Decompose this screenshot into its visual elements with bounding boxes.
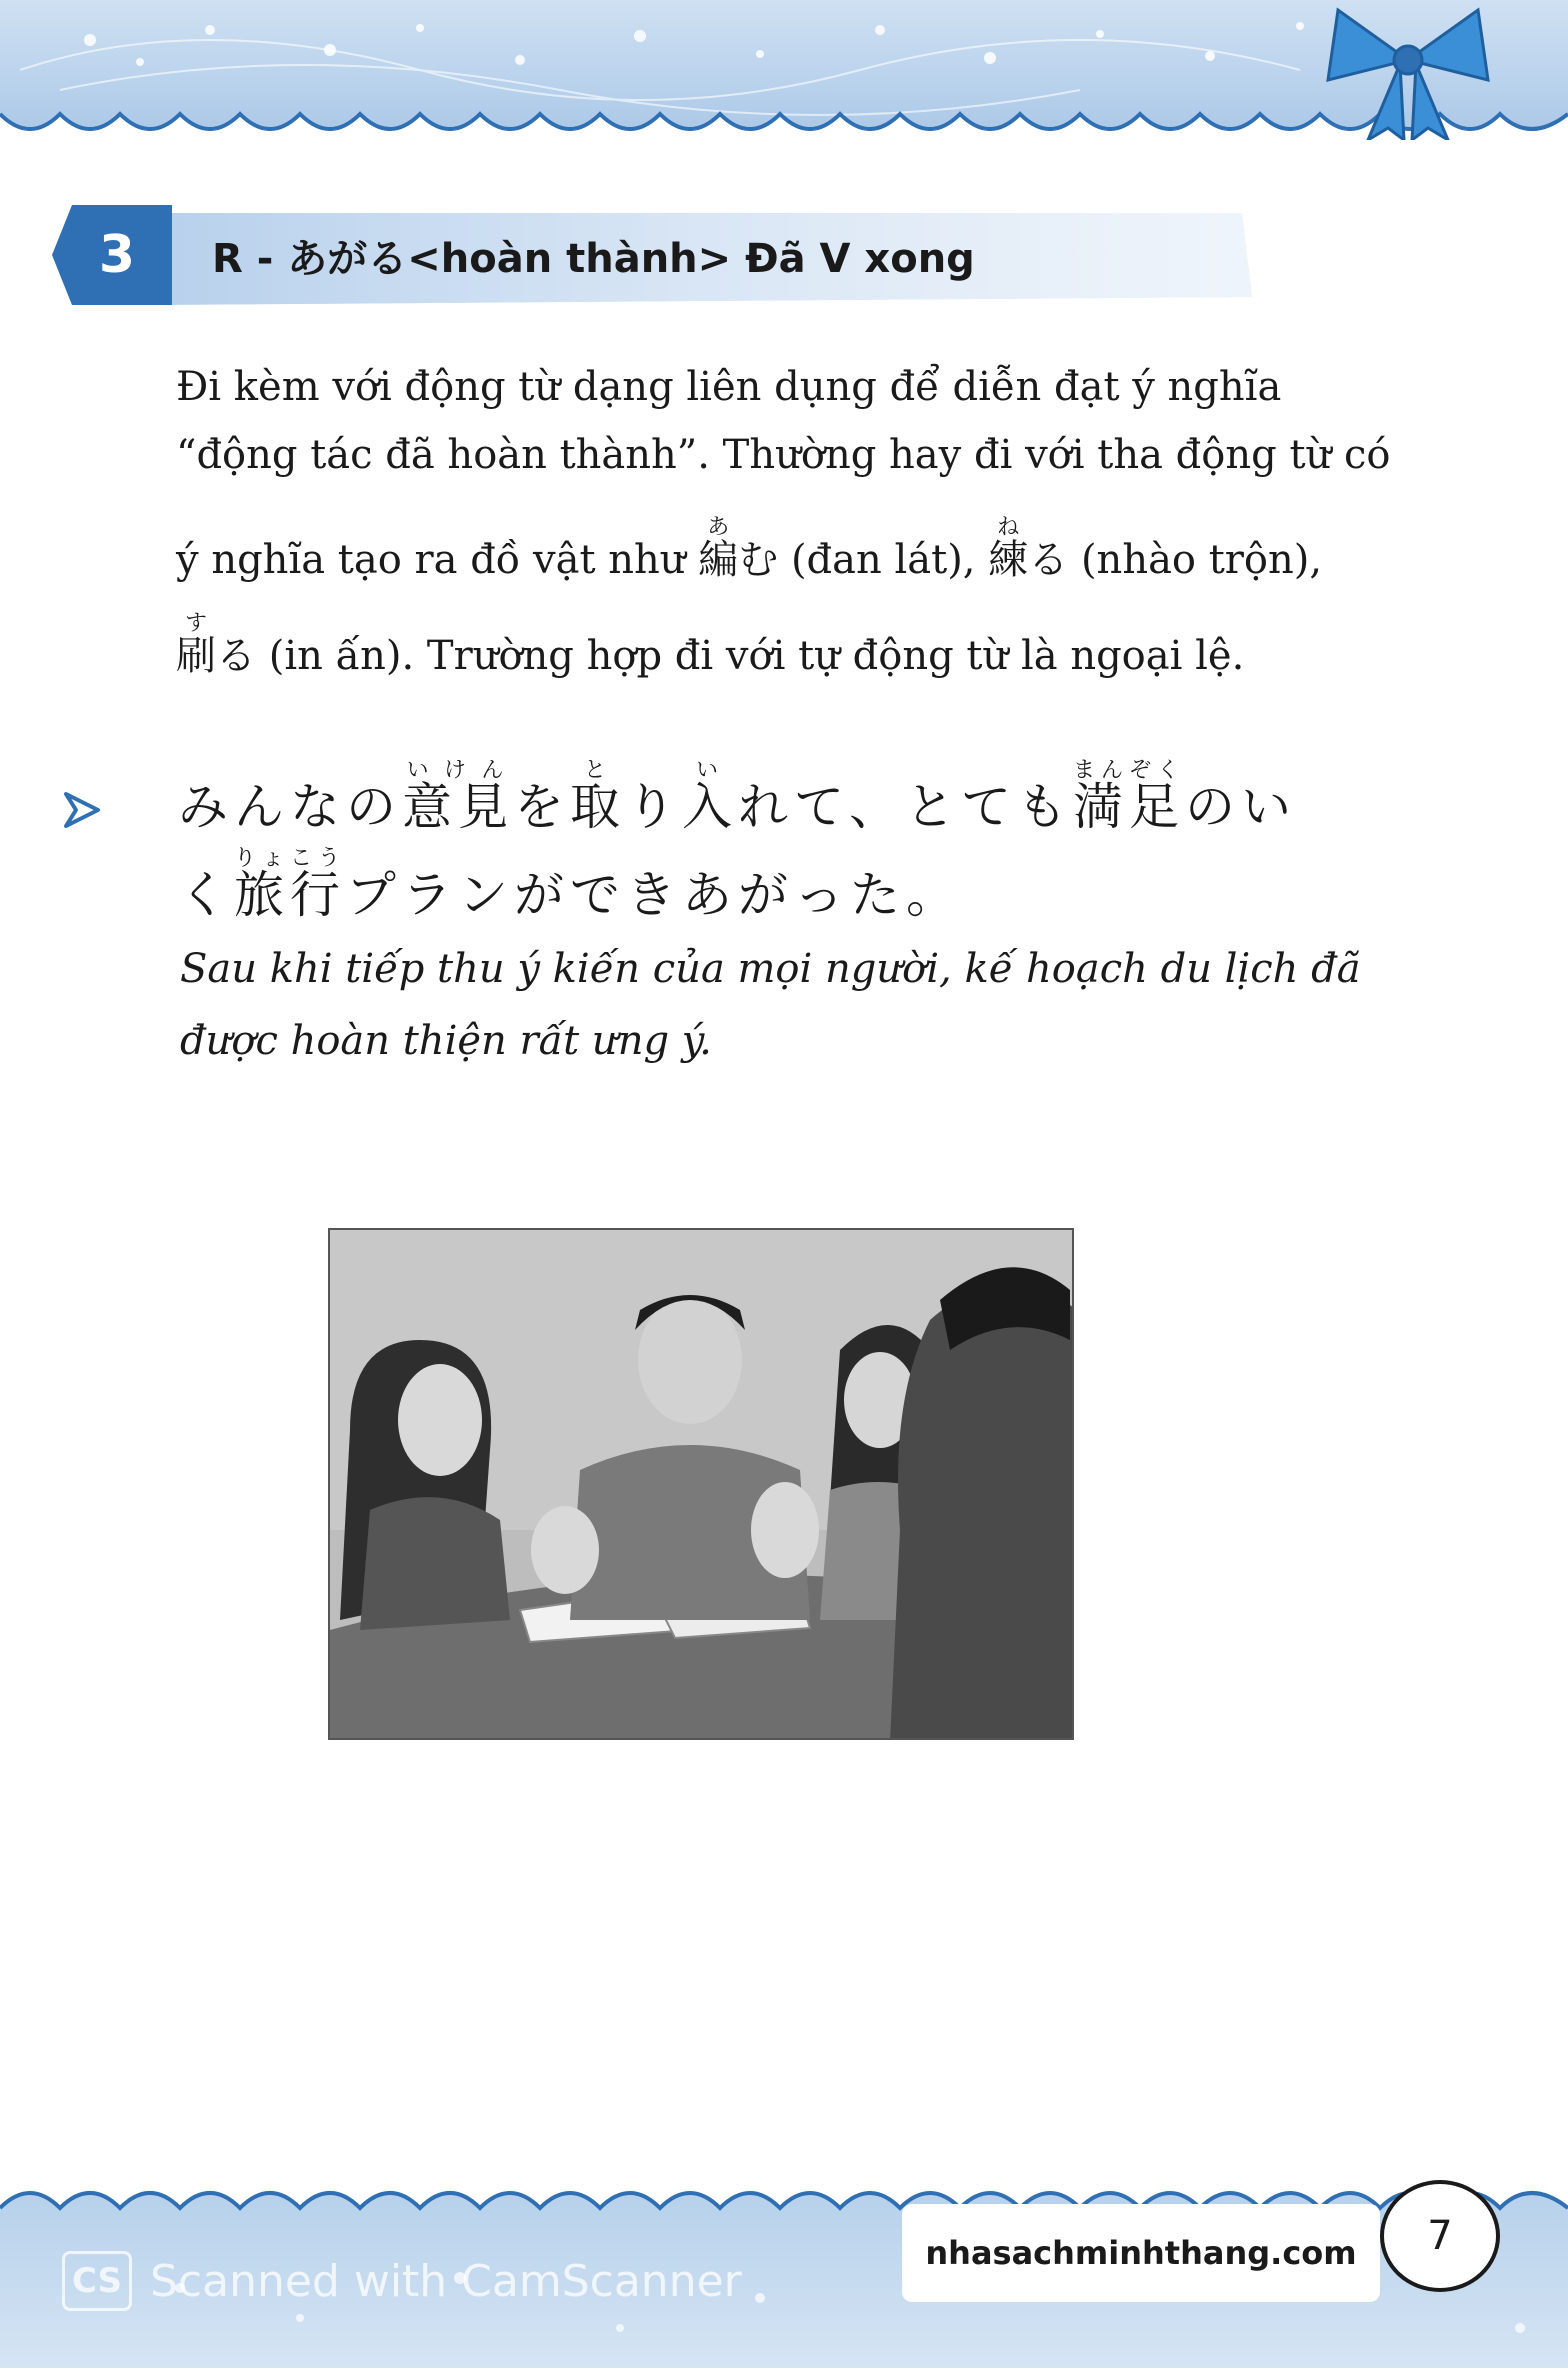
people-meeting-image xyxy=(330,1230,1074,1740)
section-heading xyxy=(52,205,1252,315)
example-translation-line-2: được hoàn thiện rất ưng ý. xyxy=(180,1018,712,1064)
top-banner xyxy=(0,0,1568,140)
paragraph-line-4: 刷する (in ấn). Trường hợp đi với tự động từ là ngoại lệ. xyxy=(176,611,1245,679)
example-translation-line-1: Sau khi tiếp thu ý kiến của mọi người, kế hoạch du lịch đã xyxy=(180,946,1361,992)
arrow-bullet-icon xyxy=(62,790,102,830)
paragraph-line-3: ý nghĩa tạo ra đồ vật như 編あむ (đan lát), 練ねる (nhào trộn), xyxy=(176,515,1323,583)
example-japanese-line-2: く旅行りょこうプランができあがった。 xyxy=(178,846,963,924)
page-number: 7 xyxy=(1380,2180,1500,2292)
paragraph-line-2: “động tác đã hoàn thành”. Thường hay đi với tha động từ có xyxy=(176,432,1391,478)
ribbon-bow-icon xyxy=(1308,0,1508,140)
camscanner-logo-icon: CS xyxy=(62,2251,132,2311)
example-japanese-line-1: みんなの意見いけんを取とり入いれて、とても満足まんぞくのい xyxy=(178,758,1298,836)
section-title: R - あがる<hoàn thành> Đã V xong xyxy=(212,235,975,282)
group-planning-illustration xyxy=(328,1228,1074,1740)
section-number: 3 xyxy=(98,225,136,285)
website-label: nhasachminhthang.com xyxy=(902,2204,1380,2302)
camscanner-watermark xyxy=(62,2246,742,2316)
paragraph-line-1: Đi kèm với động từ dạng liên dụng để diễn đạt ý nghĩa xyxy=(176,364,1282,410)
watermark-text: Scanned with CamScanner xyxy=(150,2255,742,2307)
